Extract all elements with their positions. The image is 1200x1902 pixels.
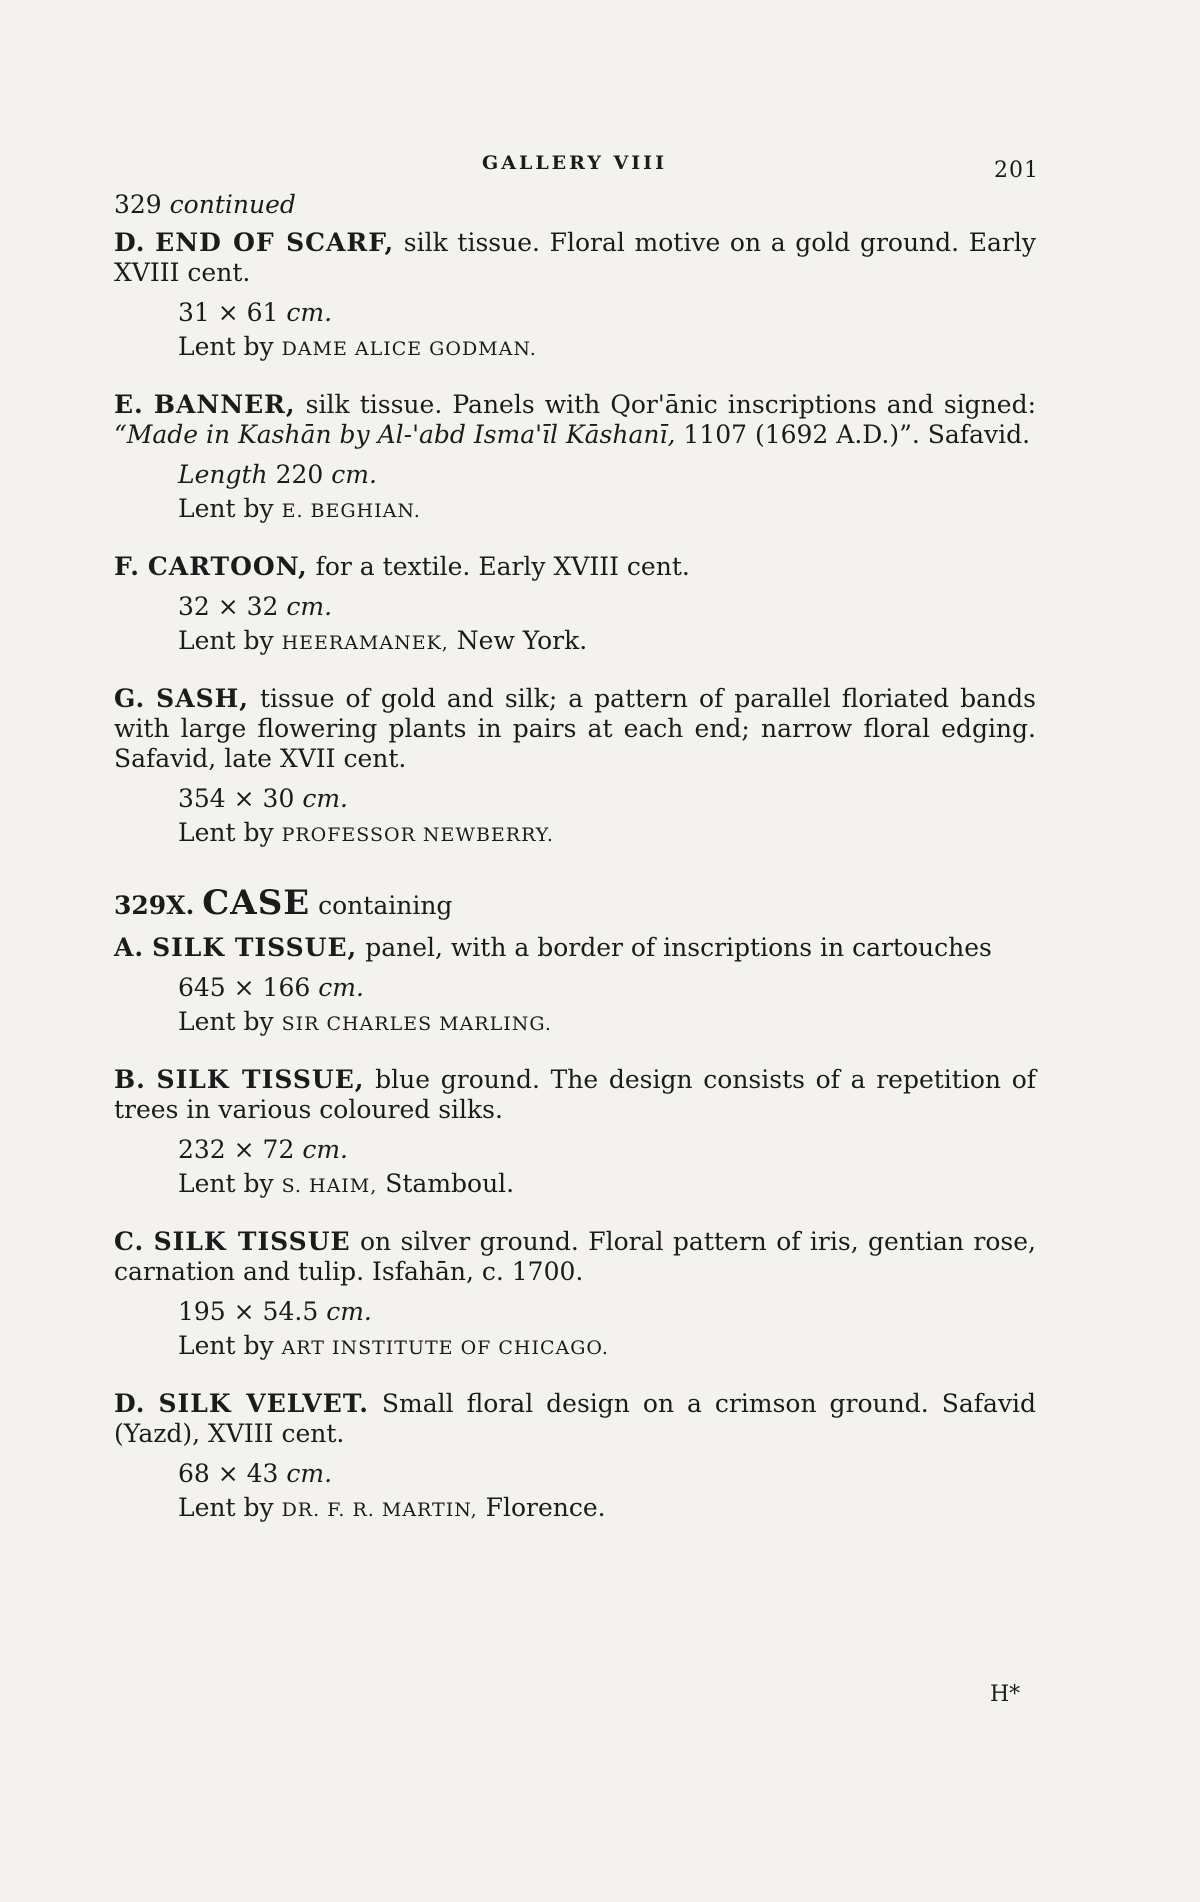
continued-heading bbox=[114, 190, 1036, 220]
entry-description bbox=[114, 1065, 1036, 1125]
entry-description bbox=[114, 1389, 1036, 1449]
entry-lender bbox=[178, 818, 1036, 850]
dims-unit: cm. bbox=[302, 784, 348, 813]
entry-description bbox=[114, 390, 1036, 450]
entry-329-d bbox=[114, 228, 1036, 364]
entry-desc: silk tissue. Panels with Qor'ānic inscriptions and signed: bbox=[295, 390, 1036, 419]
signature-mark: H* bbox=[990, 1682, 1021, 1707]
entry-329x-b bbox=[114, 1065, 1036, 1201]
entry-letter: D. bbox=[114, 1389, 146, 1418]
page-number: 201 bbox=[994, 158, 1039, 183]
entry-dimensions bbox=[178, 592, 1036, 622]
entry-desc: for a textile. Early XVIII cent. bbox=[307, 552, 690, 581]
entry-desc: blue ground. The design consists of a repetition of trees in various coloured silks. bbox=[114, 1065, 1036, 1124]
entry-329-g bbox=[114, 684, 1036, 850]
lent-prefix: Lent by bbox=[178, 332, 282, 361]
lender-name: DR. F. R. MARTIN, bbox=[281, 1499, 478, 1521]
entry-desc2: 1107 (1692 A.D.)”. Safavid. bbox=[675, 420, 1031, 449]
dims-unit: cm. bbox=[286, 592, 333, 621]
dims-unit: cm. bbox=[286, 298, 333, 327]
lender-name: SIR CHARLES MARLING. bbox=[281, 1013, 552, 1035]
lent-prefix: Lent by bbox=[178, 1493, 282, 1522]
entry-lender bbox=[178, 626, 1036, 658]
entry-329x-c bbox=[114, 1227, 1036, 1363]
lender-suffix: Florence. bbox=[477, 1493, 606, 1522]
case-heading bbox=[114, 883, 1036, 923]
dims-value: 232 × 72 bbox=[178, 1135, 295, 1164]
dims-unit: cm. bbox=[331, 460, 377, 489]
entry-lender bbox=[178, 1331, 1036, 1363]
dims-unit: cm. bbox=[326, 1297, 372, 1326]
lent-prefix: Lent by bbox=[178, 494, 282, 523]
continued-number: 329 bbox=[114, 190, 162, 219]
lender-suffix: Stamboul. bbox=[377, 1169, 515, 1198]
dims-value: 645 × 166 bbox=[178, 973, 311, 1002]
entry-dimensions bbox=[178, 1135, 1036, 1165]
entry-dimensions bbox=[178, 973, 1036, 1003]
entry-lender bbox=[178, 1493, 1036, 1525]
lent-prefix: Lent by bbox=[178, 1007, 282, 1036]
entry-title: SILK TISSUE bbox=[153, 1227, 351, 1256]
entry-329-f bbox=[114, 552, 1036, 658]
entry-329-e bbox=[114, 390, 1036, 526]
entry-dimensions bbox=[178, 460, 1036, 490]
entry-description bbox=[114, 933, 1036, 963]
running-head: GALLERY VIII bbox=[482, 152, 667, 174]
entry-desc: panel, with a border of inscriptions in cartouches bbox=[357, 933, 992, 962]
dims-value: 31 × 61 bbox=[178, 298, 279, 327]
entry-title: SILK TISSUE, bbox=[152, 933, 358, 962]
dims-unit: cm. bbox=[286, 1459, 333, 1488]
entry-letter: E. bbox=[114, 390, 144, 419]
dims-value: 220 bbox=[267, 460, 324, 489]
entry-description bbox=[114, 1227, 1036, 1287]
dims-value: 68 × 43 bbox=[178, 1459, 279, 1488]
entry-title: SASH, bbox=[156, 684, 249, 713]
entry-desc: on silver ground. Floral pattern of iris, gentian rose, carnation and tulip. Isfahān, c. 1700. bbox=[114, 1227, 1037, 1286]
dims-value: 32 × 32 bbox=[178, 592, 279, 621]
entry-title: SILK TISSUE, bbox=[156, 1065, 365, 1094]
entry-title: END OF SCARF, bbox=[155, 228, 395, 257]
entry-title: BANNER, bbox=[153, 390, 296, 419]
lender-name: S. HAIM, bbox=[281, 1175, 378, 1197]
dims-label: Length bbox=[178, 460, 268, 489]
lent-prefix: Lent by bbox=[178, 1169, 282, 1198]
lent-prefix: Lent by bbox=[178, 1331, 282, 1360]
entry-letter: D. bbox=[114, 228, 146, 257]
lender-suffix: New York. bbox=[448, 626, 588, 655]
entry-description bbox=[114, 228, 1036, 288]
lender-name: E. BEGHIAN. bbox=[281, 500, 421, 522]
case-suffix: containing bbox=[310, 891, 453, 920]
entry-dimensions bbox=[178, 784, 1036, 814]
entry-title: SILK VELVET. bbox=[158, 1389, 369, 1418]
entry-title: CARTOON, bbox=[147, 552, 308, 581]
entry-letter: C. bbox=[114, 1227, 145, 1256]
dims-value: 195 × 54.5 bbox=[178, 1297, 319, 1326]
entry-dimensions bbox=[178, 1459, 1036, 1489]
page-body bbox=[114, 190, 1036, 1551]
entry-lender bbox=[178, 332, 1036, 364]
lent-prefix: Lent by bbox=[178, 626, 282, 655]
dims-value: 354 × 30 bbox=[178, 784, 295, 813]
entry-lender bbox=[178, 1169, 1036, 1201]
lent-prefix: Lent by bbox=[178, 818, 282, 847]
entry-letter: F. bbox=[114, 552, 140, 581]
entry-description bbox=[114, 552, 1036, 582]
entry-329x-d bbox=[114, 1389, 1036, 1525]
entry-quote: “Made in Kashān by Al-'abd Isma'īl Kāshanī, bbox=[114, 420, 676, 449]
entry-dimensions bbox=[178, 1297, 1036, 1327]
continued-word: continued bbox=[169, 190, 296, 219]
lender-name: PROFESSOR NEWBERRY. bbox=[281, 824, 554, 846]
entry-letter: G. bbox=[114, 684, 146, 713]
entry-desc: Small floral design on a crimson ground. Safavid (Yazd), XVIII cent. bbox=[114, 1389, 1037, 1448]
dims-unit: cm. bbox=[302, 1135, 348, 1164]
entry-description bbox=[114, 684, 1036, 774]
entry-letter: B. bbox=[114, 1065, 146, 1094]
entry-lender bbox=[178, 1007, 1036, 1039]
lender-name: ART INSTITUTE OF CHICAGO. bbox=[281, 1337, 609, 1359]
lender-name: HEERAMANEK, bbox=[281, 632, 449, 654]
case-number: 329X. bbox=[114, 891, 195, 920]
entry-letter: A. bbox=[114, 933, 145, 962]
entry-dimensions bbox=[178, 298, 1036, 328]
lender-name: DAME ALICE GODMAN. bbox=[281, 338, 537, 360]
entry-lender bbox=[178, 494, 1036, 526]
entry-329x-a bbox=[114, 933, 1036, 1039]
entry-desc: silk tissue. Floral motive on a gold ground. Early XVIII cent. bbox=[114, 228, 1036, 287]
entry-desc: tissue of gold and silk; a pattern of parallel floriated bands with large flowering plants in pairs at each end; narrow floral edging. Safavid, late XVII cent. bbox=[114, 684, 1036, 773]
case-title: CASE bbox=[202, 883, 311, 923]
dims-unit: cm. bbox=[318, 973, 364, 1002]
